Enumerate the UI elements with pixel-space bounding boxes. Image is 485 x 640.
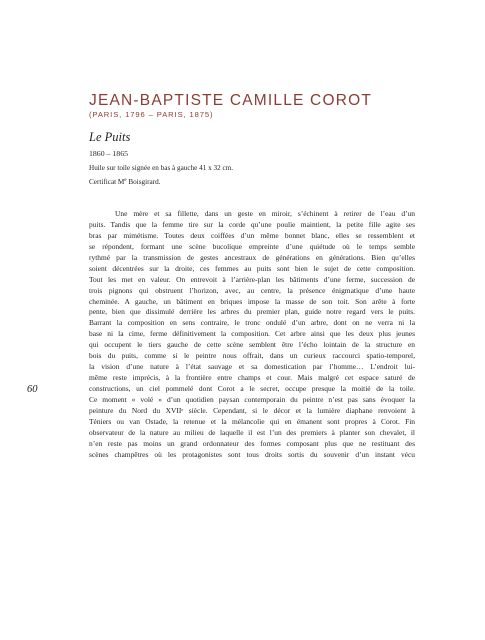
body-line: même reste imprécis, à la frontière entre champs et cour. Mais malgré cet espace saturé de bbox=[89, 373, 415, 383]
body-line: base ni la cime, ferme définitivement la composition. Cet arbre ainsi que les deux plus jeunes bbox=[89, 329, 415, 339]
work-title: Le Puits bbox=[89, 130, 131, 144]
body-line: cheminée. A gauche, un bâtiment en briques impose la masse de son toit. Son arête à forte bbox=[89, 296, 415, 306]
work-medium: Huile sur toile signée en bas à gauche 41 x 32 cm. bbox=[89, 164, 234, 172]
body-line: constructions, un ciel pommelé dont Corot a le secret, occupe presque la moitié de la toile. bbox=[89, 384, 415, 393]
body-line: bras par mimétisme. Toutes deux coiffées d’un même bonnet blanc, elles se ressemblent et bbox=[89, 230, 415, 240]
body-line: puits. Tandis que la femme tire sur la corde qu’une poulie maintient, la petite fille agite ses bbox=[89, 219, 415, 229]
page-number: 60 bbox=[27, 384, 38, 395]
body-line: se répondent, formant une scène bucolique empreinte d’une quiétude où le temps semble bbox=[89, 241, 415, 251]
body-line: soient décentrées sur la droite, ces femmes au puits sont bien le sujet de cette composition. bbox=[89, 263, 415, 273]
certificate-superscript: e bbox=[124, 178, 127, 183]
body-line: la vision d’une nature à l’état sauvage et sa domestication par l’homme… L’endroit lui- bbox=[89, 362, 415, 372]
certificate-prefix: Certificat M bbox=[89, 178, 125, 186]
body-line: Tout les met en valeur. On entrevoit à l’arrière-plan les bâtiments d’une ferme, succession de bbox=[89, 274, 415, 284]
work-dates: 1860 – 1865 bbox=[89, 149, 128, 158]
body-line: rythmé par la transmission de gestes ancestraux de générations en générations. Bien qu’elles bbox=[89, 252, 415, 262]
body-line: scènes champêtres où les protagonistes sont tous droits sortis du souvenir d’un instant vécu bbox=[89, 449, 415, 459]
body-line: n’en reste pas moins un grand ordonnateur des formes composant plus que ne restituant des bbox=[89, 438, 415, 448]
body-line: Ce moment « volé » d’un quotidien paysan contemporain du peintre n’est pas sans évoquer la bbox=[89, 394, 415, 404]
body-line: Une mère et sa fillette, dans un geste en miroir, s’échinent à retirer de l’eau d’un bbox=[115, 209, 415, 218]
artist-name: JEAN-BAPTISTE CAMILLE COROT bbox=[89, 92, 373, 109]
body-line: Téniers ou van Ostade, la retenue et la mélancolie qui en émanent sont propres à Corot. Fin bbox=[89, 416, 415, 426]
body-line: pente, bien que dissimulé derrière les arbres du premier plan, guide notre regard vers le puits. bbox=[89, 307, 415, 317]
body-line: bois du puits, comme si le peintre nous offrait, dans un curieux raccourci spatio-temporel, bbox=[89, 351, 415, 361]
body-line: observateur de la nature au milieu de laquelle il est l’un des premiers à planter son chevalet, il bbox=[89, 427, 415, 437]
certificate-suffix: Boisgirard. bbox=[126, 178, 161, 186]
body-line: qui occupent le tiers gauche de cette scène semblent être l’écho lointain de la structure en bbox=[89, 340, 415, 350]
body-line: peinture du Nord du XVIIᵉ siècle. Cependant, si le décor et la lumière diaphane renvoient à bbox=[89, 405, 415, 415]
work-certificate bbox=[89, 178, 161, 186]
body-line: Barrant la composition en sens contraire, le tronc ondulé d’un arbre, dont on ne verra ni la bbox=[89, 318, 415, 328]
body-text bbox=[89, 209, 415, 461]
body-line: trois pignons qui obstruent l’horizon, avec, au centre, la présence énigmatique d’une haute bbox=[89, 285, 415, 295]
artist-lifespan: (PARIS, 1796 – PARIS, 1875) bbox=[89, 110, 214, 119]
